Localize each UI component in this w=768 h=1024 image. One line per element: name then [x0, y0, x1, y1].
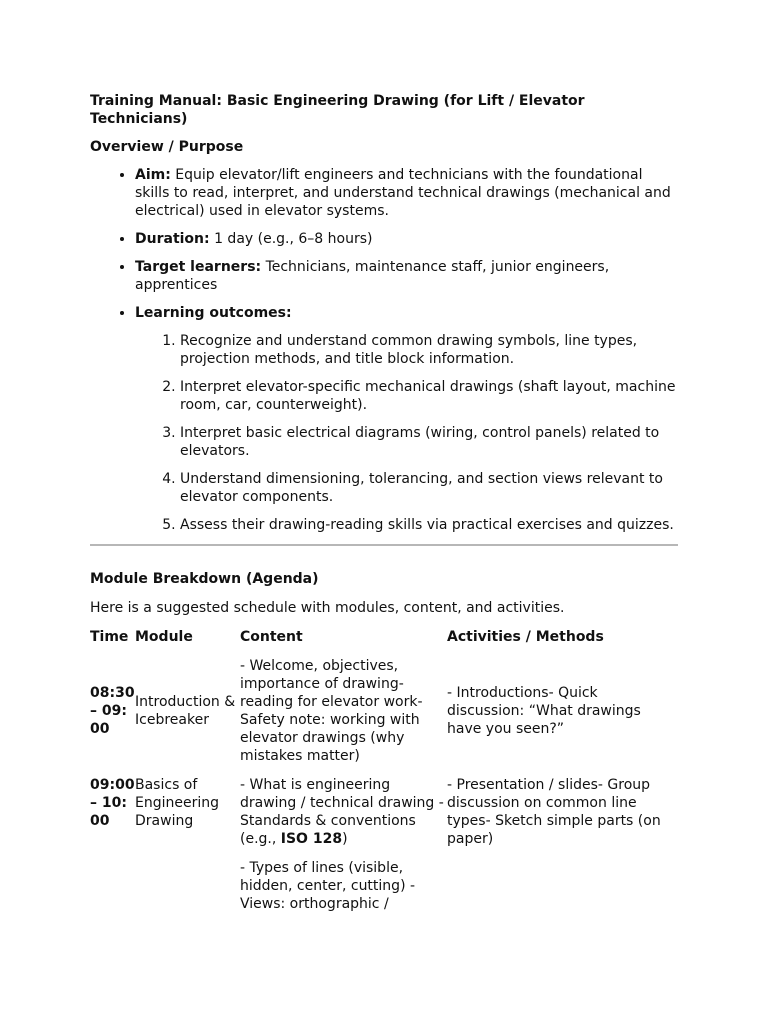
cell-content — [240, 657, 447, 776]
doc-title: Training Manual: Basic Engineering Drawing (for Lift / Elevator Technicians) — [90, 93, 585, 127]
cell-module: Introduction & Icebreaker — [135, 694, 236, 728]
list-item — [135, 304, 680, 534]
standard-reference: ISO 128 — [280, 831, 343, 847]
outcome-item: 2. Interpret elevator-specific mechanical drawings (shaft layout, machine room, car, counterweight). — [180, 378, 680, 414]
cell-time: 08:30 – 09:00 — [90, 685, 135, 737]
list-item — [135, 258, 680, 294]
outcome-item: 5. Assess their drawing-reading skills via practical exercises and quizzes. — [180, 516, 680, 534]
content-paragraph: - Types of lines (visible, hidden, center, cutting) - Views: orthographic / — [240, 860, 416, 912]
table-header-row — [90, 628, 678, 657]
bullet-label: Duration: — [135, 231, 210, 247]
bullet-label: Learning outcomes: — [135, 305, 292, 321]
overview-heading: Overview / Purpose — [90, 139, 244, 155]
content-paragraph: - Welcome, objectives, importance of drawing-reading for elevator work- Safety note: working with elevator drawings (why mistakes matter) — [240, 658, 423, 764]
content-text: - What is engineering drawing / technical drawing - Standards & conventions (e.g., — [240, 777, 444, 847]
outcome-item: 4. Understand dimensioning, tolerancing, and section views relevant to elevator components. — [180, 470, 680, 506]
bullet-text: Technicians, maintenance staff, junior engineers, apprentices — [135, 259, 610, 293]
module-heading: Module Breakdown (Agenda) — [90, 571, 319, 587]
cell-activities: - Presentation / slides- Group discussion on common line types- Sketch simple parts (on paper) — [447, 777, 661, 847]
bullet-text: Equip elevator/lift engineers and technicians with the foundational skills to read, interpret, and understand technical drawings (mechanical and electrical) used in elevator systems. — [135, 167, 671, 219]
table-row — [90, 776, 678, 924]
header-module: Module — [135, 629, 193, 645]
outcome-item: 3. Interpret basic electrical diagrams (wiring, control panels) related to elevators. — [180, 424, 680, 460]
section-divider — [90, 544, 678, 546]
agenda-table — [90, 628, 678, 924]
module-intro: Here is a suggested schedule with modules, content, and activities. — [90, 600, 565, 616]
header-time: Time — [90, 629, 129, 645]
list-item — [135, 166, 680, 220]
cell-activities: - Introductions- Quick discussion: “What drawings have you seen?” — [447, 685, 641, 737]
cell-time: 09:00 – 10:00 — [90, 777, 135, 829]
list-item — [135, 230, 680, 248]
cell-content — [240, 776, 447, 924]
table-row — [90, 657, 678, 776]
header-activities: Activities / Methods — [447, 629, 604, 645]
document-page — [90, 92, 680, 924]
bullet-label: Aim: — [135, 167, 171, 183]
bullet-text: 1 day (e.g., 6–8 hours) — [209, 231, 373, 247]
outcome-item: 1. Recognize and understand common drawing symbols, line types, projection methods, and title block information. — [180, 332, 680, 368]
content-text: ) — [342, 831, 348, 847]
bullet-label: Target learners: — [135, 259, 262, 275]
outcomes-list — [135, 332, 680, 534]
overview-list — [90, 166, 680, 534]
cell-module: Basics of Engineering Drawing — [135, 777, 219, 829]
header-content: Content — [240, 629, 303, 645]
content-paragraph — [240, 776, 447, 848]
